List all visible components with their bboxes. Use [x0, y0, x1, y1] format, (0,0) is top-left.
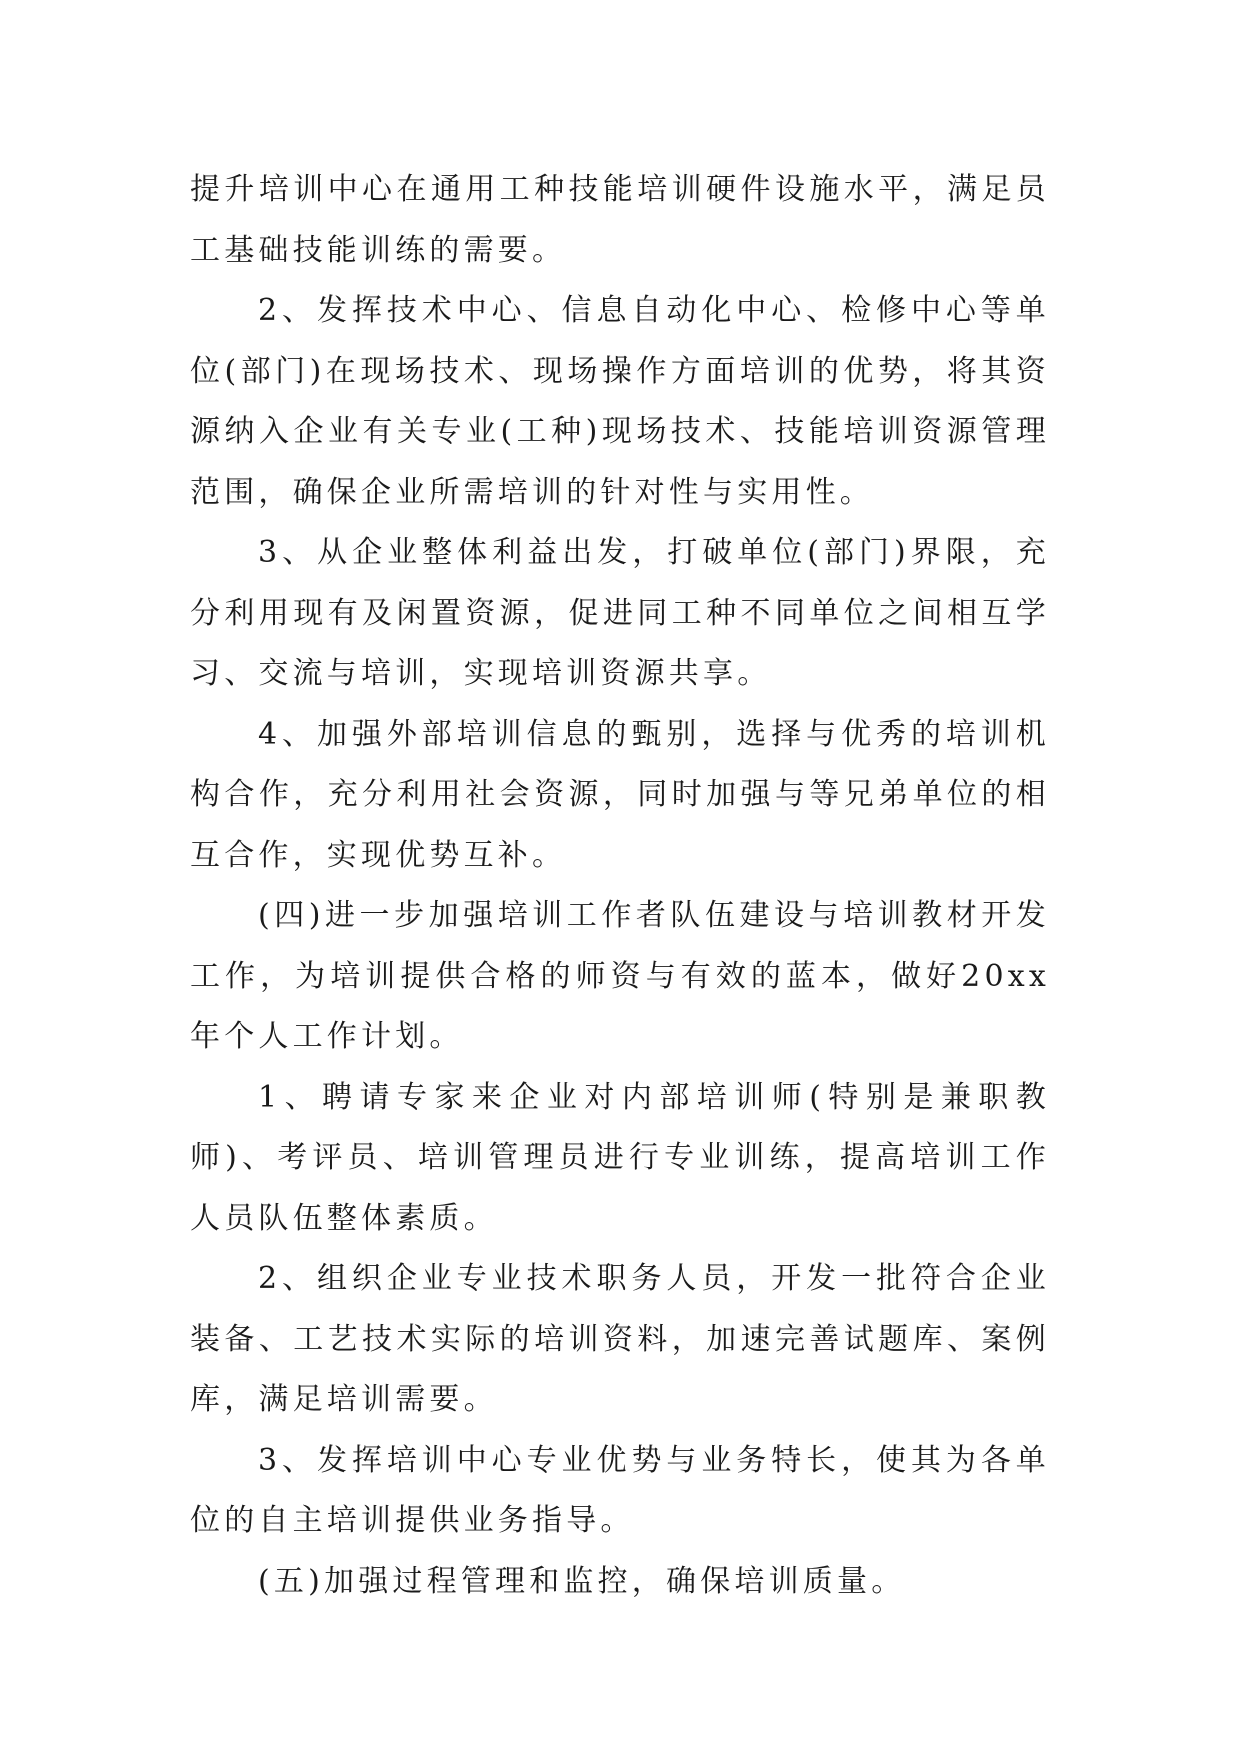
paragraph-item-3b: 3、发挥培训中心专业优势与业务特长，使其为各单位的自主培训提供业务指导。 [190, 1442, 1050, 1538]
paragraph-item-2b: 2、组织企业专业技术职务人员，开发一批符合企业装备、工艺技术实际的培训资料，加速完善试题库、案例库，满足培训需要。 [190, 1261, 1050, 1417]
paragraph-item-1: 1、聘请专家来企业对内部培训师(特别是兼职教师)、考评员、培训管理员进行专业训练，提高培训工作人员队伍整体素质。 [190, 1079, 1050, 1236]
paragraph-item-2: 2、发挥技术中心、信息自动化中心、检修中心等单位(部门)在现场技术、现场操作方面培训的优势，将其资源纳入企业有关专业(工种)现场技术、技能培训资源管理范围，确保企业所需培训的针对性与实用性。 [190, 293, 1050, 510]
paragraph-continuation: 提升培训中心在通用工种技能培训硬件设施水平，满足员工基础技能训练的需要。 [190, 172, 1050, 268]
section-heading-5: (五)加强过程管理和监控，确保培训质量。 [258, 1563, 906, 1599]
paragraph-item-4: 4、加强外部培训信息的甄别，选择与优秀的培训机构合作，充分利用社会资源，同时加强与等兄弟单位的相互合作，实现优势互补。 [190, 716, 1050, 873]
paragraph-item-3: 3、从企业整体利益出发，打破单位(部门)界限，充分利用现有及闲置资源，促进同工种不同单位之间相互学习、交流与培训，实现培训资源共享。 [190, 535, 1050, 691]
document-body [190, 160, 1050, 1612]
section-heading-4: (四)进一步加强培训工作者队伍建设与培训教材开发工作，为培训提供合格的师资与有效的蓝本，做好20xx年个人工作计划。 [190, 898, 1050, 1054]
